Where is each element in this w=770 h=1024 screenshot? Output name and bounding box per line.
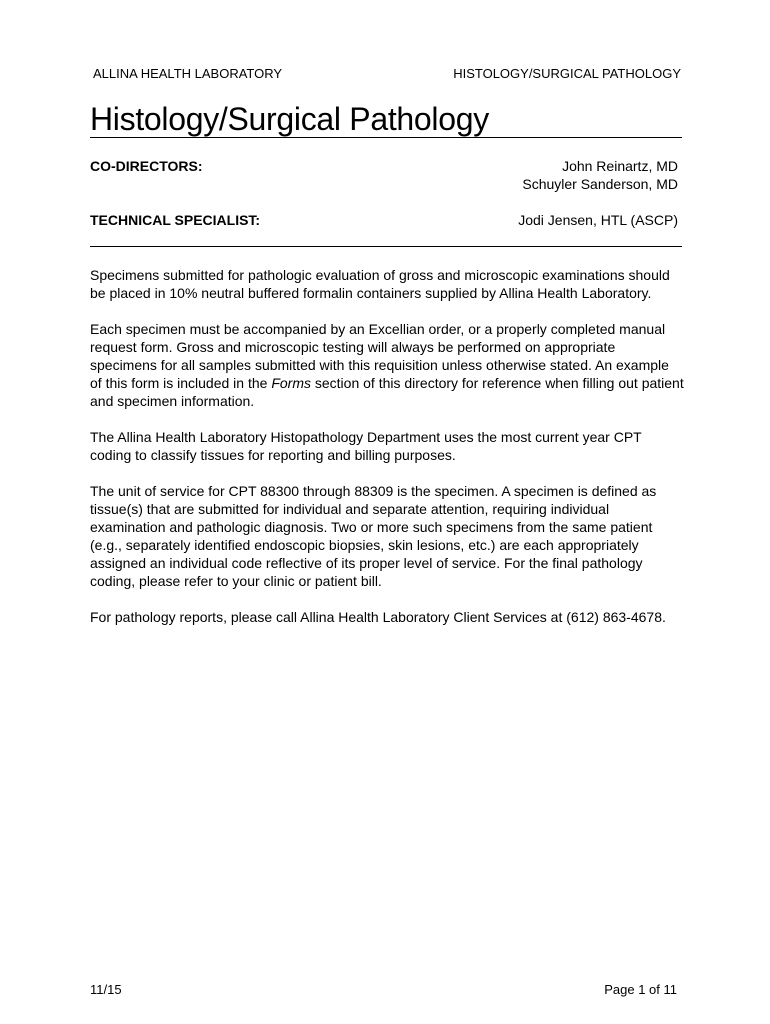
footer-date: 11/15	[90, 982, 122, 997]
title-divider	[90, 137, 682, 138]
page-title: Histology/Surgical Pathology	[90, 101, 489, 137]
page-footer	[90, 982, 677, 998]
co-director-name: Schuyler Sanderson, MD	[522, 176, 678, 192]
page-number: Page 1 of 11	[604, 982, 677, 997]
co-directors-names	[522, 157, 678, 193]
paragraph-cpt-coding: The Allina Health Laboratory Histopathology Department uses the most current year CPT coding to classify tissues for reporting and billing purposes.	[90, 429, 642, 463]
paragraph-text: Each specimen must be accompanied by an Excellian order, or a properly completed manual request form. Gross and microscopic testing will always be performed on appropriate specimens for all samples submitted with this requisition unless otherwise stated. An example of this form is included in the	[90, 321, 669, 391]
paragraph-specimen-submission: Specimens submitted for pathologic evaluation of gross and microscopic examinations should be placed in 10% neutral buffered formalin containers supplied by Allina Health Laboratory.	[90, 267, 670, 301]
paragraph-unit-of-service: The unit of service for CPT 88300 through 88309 is the specimen. A specimen is defined as tissue(s) that are submitted for individual and separate attention, requiring individual examination and pathologic diagnosis. Two or more such specimens from the same patient (e.g., separately identified endoscopic biopsies, skin lesions, etc.) are each appropriately assigned an individual code reflective of its proper level of service. For the final pathology coding, please refer to your clinic or patient bill.	[90, 483, 657, 589]
co-directors-label: CO-DIRECTORS:	[90, 158, 203, 174]
paragraph-contact: For pathology reports, please call Allina Health Laboratory Client Services at (612) 863-4678.	[90, 609, 666, 625]
body-text	[90, 266, 684, 644]
paragraph-order-requirements	[90, 320, 684, 410]
header-section: HISTOLOGY/SURGICAL PATHOLOGY	[453, 66, 681, 81]
header-organization: ALLINA HEALTH LABORATORY	[93, 66, 283, 81]
technical-specialist-label: TECHNICAL SPECIALIST:	[90, 212, 261, 228]
running-header	[93, 66, 681, 82]
technical-specialist-name: Jodi Jensen, HTL (ASCP)	[518, 212, 678, 228]
forms-reference: Forms	[271, 375, 311, 391]
co-director-name: John Reinartz, MD	[562, 158, 678, 174]
staff-divider	[90, 246, 682, 247]
paragraph-text: section of this directory for reference when filling out patient and specimen information.	[90, 375, 684, 409]
technical-specialist-names	[518, 211, 678, 229]
